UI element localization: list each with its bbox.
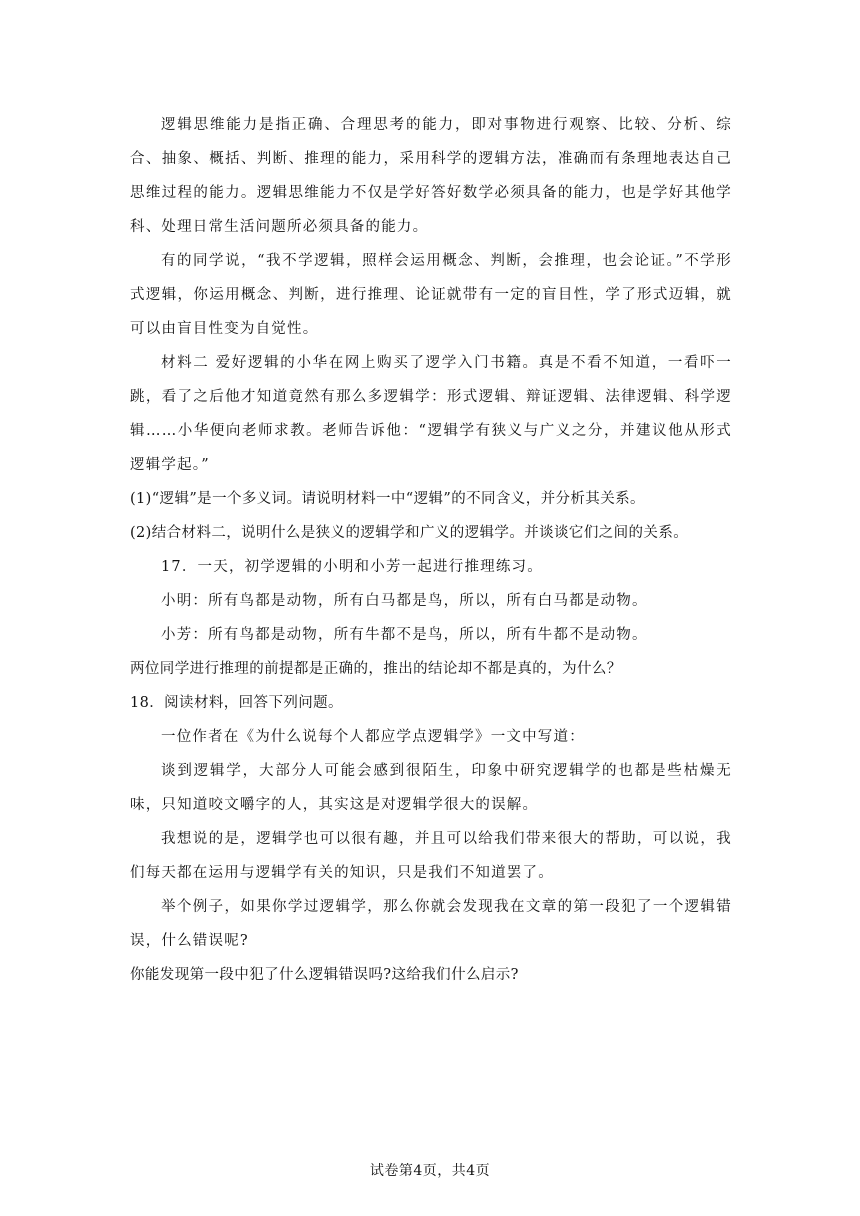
question-17-intro: 17．一天，初学逻辑的小明和小芳一起进行推理练习。 — [161, 559, 543, 575]
question-18-excerpt-1: 谈到逻辑学，大部分人可能会感到很陌生，印象中研究逻辑学的也都是些枯燥无味，只知道咬文嚼字的人，其实这是对逻辑学很大的误解。 — [130, 763, 732, 813]
question-17-prompt: 两位同学进行推理的前提都是正确的，推出的结论却不都是真的，为什么？ — [130, 661, 622, 677]
page-content — [130, 108, 732, 992]
question-17-xiaoming: 小明：所有鸟都是动物，所有白马都是鸟，所以，所有白马都是动物。 — [161, 593, 648, 609]
paragraph-student-quote: 有的同学说，“我不学逻辑，照样会运用概念、判断，会推理，也会论证。”不学形式逻辑，你运用概念、判断，进行推理、论证就带有一定的盲目性，学了形式迈辑，就可以由盲目性变为自觉性。 — [130, 253, 732, 337]
question-16-part-2: (2)结合材料二，说明什么是狭义的逻辑学和广义的逻辑学。并谈谈它们之间的关系。 — [130, 525, 689, 541]
question-18-prompt: 你能发现第一段中犯了什么逻辑错误吗?这给我们什么启示? — [130, 967, 519, 983]
paragraph-logical-thinking: 逻辑思维能力是指正确、合理思考的能力，即对事物进行观察、比较、分析、综合、抽象、概括、判断、推理的能力，采用科学的逻辑方法，准确而有条理地表达自己思维过程的能力。逻辑思维能力不仅是学好答好数学必须具备的能力，也是学好其他学科、处理日常生活问题所必须具备的能力。 — [130, 117, 732, 235]
question-18-title: 18．阅读材料，回答下列问题。 — [130, 695, 343, 711]
page-footer: 试卷第4页，共4页 — [369, 1163, 491, 1179]
question-17-xiaofang: 小芳：所有鸟都是动物，所有牛都不是鸟，所以，所有牛都不是动物。 — [161, 627, 648, 643]
question-18-excerpt-3: 举个例子，如果你学过逻辑学，那么你就会发现我在文章的第一段犯了一个逻辑错误，什么错误呢? — [130, 899, 732, 949]
question-16-part-1: (1)“逻辑”是一个多义词。请说明材料一中“逻辑”的不同含义，并分析其关系。 — [130, 491, 645, 507]
question-18-excerpt-2: 我想说的是，逻辑学也可以很有趣，并且可以给我们带来很大的帮助，可以说，我们每天都在运用与逻辑学有关的知识，只是我们不知道罢了。 — [130, 831, 732, 881]
paragraph-material-two: 材料二 爱好逻辑的小华在网上购买了逻学入门书籍。真是不看不知道，一看吓一跳，看了之后他才知道竟然有那么多逻辑学：形式逻辑、辩证逻辑、法律逻辑、科学逻辑……小华便向老师求教。老师告诉他：“逻辑学有狭义与广义之分，并建议他从形式逻辑学起。” — [130, 355, 732, 473]
question-18-author-intro: 一位作者在《为什么说每个人都应学点逻辑学》一文中写道： — [161, 729, 585, 745]
